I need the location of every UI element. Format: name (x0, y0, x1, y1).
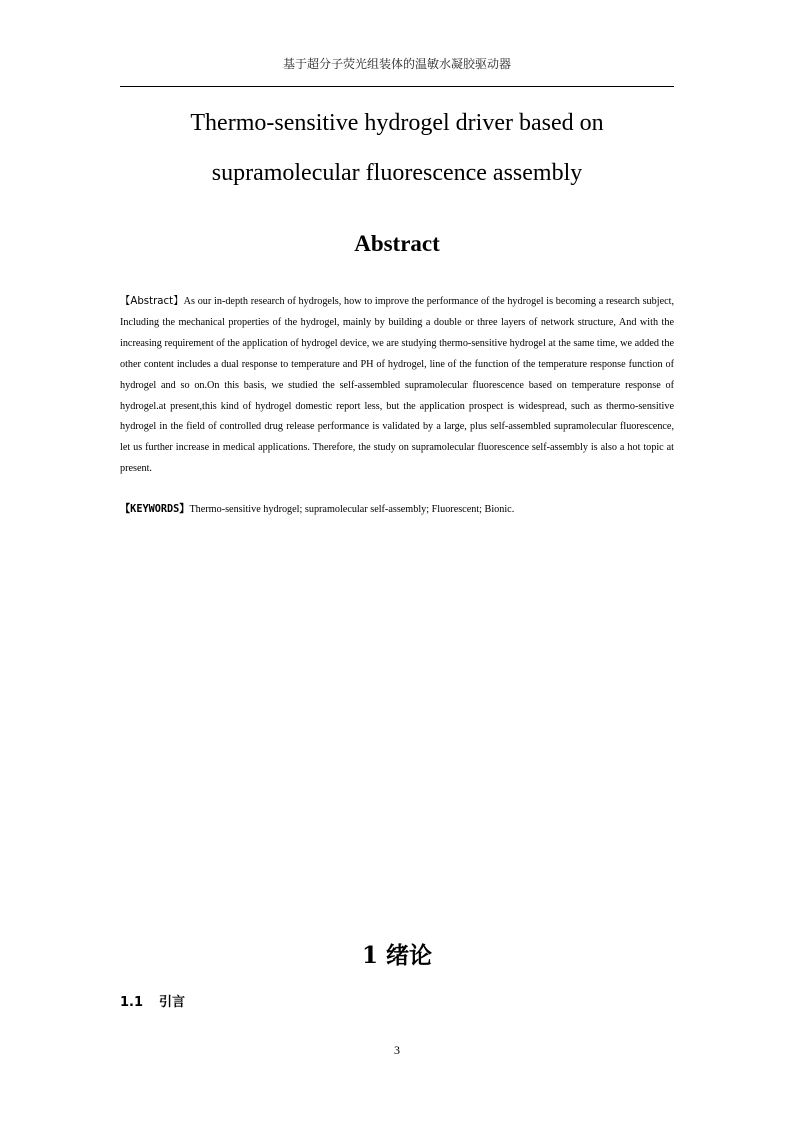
abstract-heading: Abstract (354, 231, 440, 256)
paper-title-line-1: Thermo-sensitive hydrogel driver based on (190, 110, 604, 136)
section-title: 引言 (159, 995, 186, 1010)
running-header: 基于超分子荧光组装体的温敏水凝胶驱动器 (282, 57, 511, 71)
page-number: 3 (394, 1043, 400, 1057)
abstract-text: As our in-depth research of hydrogels, how to improve the performance of the hydrogel is becoming a research subject, Including the mechanical properties of the hydrogel, mainly by building a double or three layers of network structure, And with the increasing requirement of the application of hydrogel device, we are studying thermo-sensitive hydrogel at the same time, we added the other content includes a dual response to temperature and PH of hydrogel, line of the function of the temperature response function of hydrogel and so on.On this basis, we studied the self-assembled supramolecular fluorescence based on temperature response of hydrogel.at present,this kind of hydrogel domestic report less, but the application prospect is widespread, such as thermo-sensitive hydrogel in the field of controlled drug release performance is validated by a large, plus self-assembled supramolecular fluorescence, let us further increase in medical applications. Therefore, the study on supramolecular fluorescence self-assembly is also a hot topic at present. (120, 296, 674, 475)
header-rule (120, 86, 674, 87)
keywords-line (120, 500, 674, 520)
paper-title-line-2: supramolecular fluorescence assembly (211, 160, 583, 186)
keywords-text: Thermo-sensitive hydrogel; supramolecular self-assembly; Fluorescent; Bionic. (189, 504, 515, 515)
abstract-tag: 【Abstract】 (120, 296, 184, 307)
section-heading (120, 993, 185, 1013)
section-number: 1.1 (120, 995, 144, 1010)
chapter-heading: 1 绪论 (361, 942, 432, 969)
abstract-paragraph (120, 292, 674, 480)
keywords-tag: 【KEYWORDS】 (120, 504, 190, 515)
